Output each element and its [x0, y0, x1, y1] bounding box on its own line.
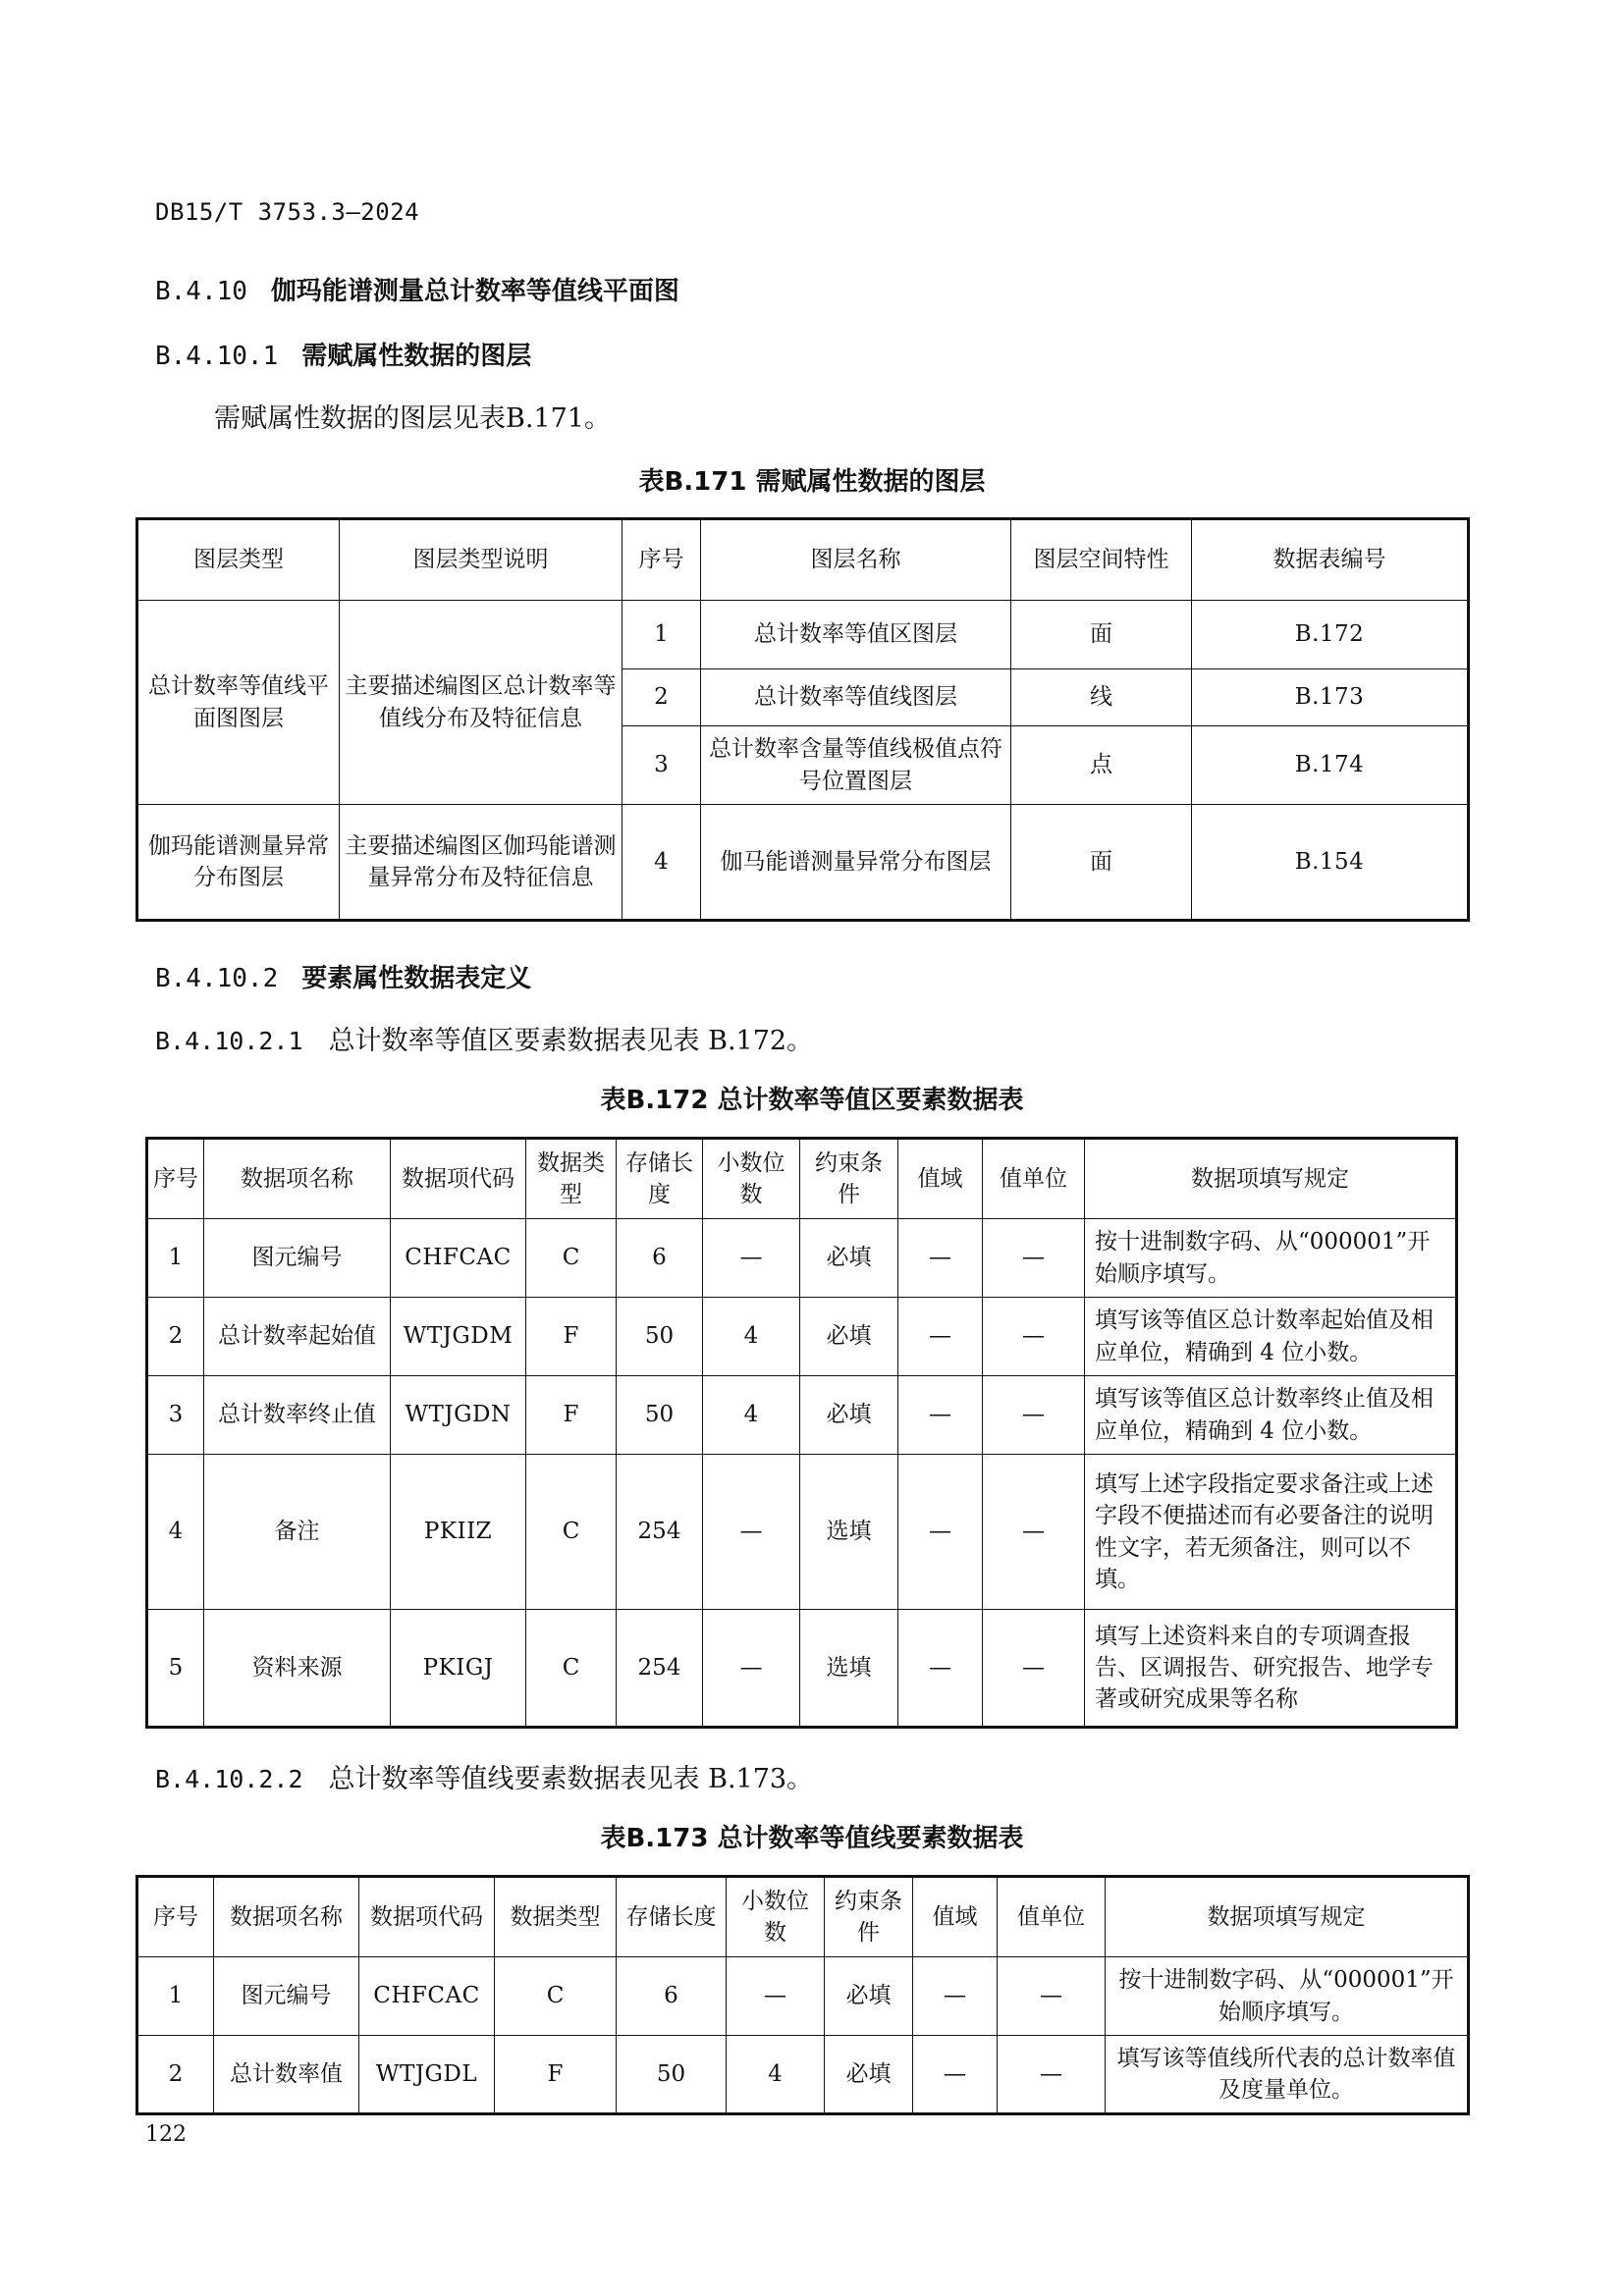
cell-unit: — — [998, 1957, 1106, 2036]
cell-type: F — [495, 2036, 617, 2114]
cell-length: 50 — [617, 2036, 727, 2114]
row-number: 4 — [623, 805, 701, 921]
header-cell: 图层类型 — [137, 519, 340, 601]
cell-constraint: 必填 — [800, 1298, 898, 1376]
cell-no: 2 — [137, 2036, 214, 2114]
cell-rule: 填写该等值区总计数率起始值及相应单位，精确到 4 位小数。 — [1085, 1298, 1457, 1376]
table-ref: B.174 — [1192, 726, 1469, 805]
table-172-caption: 表B.172 总计数率等值区要素数据表 — [600, 1086, 1024, 1115]
table-row — [147, 1455, 1457, 1610]
header-cell: 图层类型说明 — [340, 519, 623, 601]
header-cell: 数据项名称 — [214, 1877, 359, 1957]
cell-constraint: 必填 — [825, 2036, 913, 2114]
header-cell: 约束条件 — [825, 1877, 913, 1957]
section-number: B.4.10.1 — [155, 342, 279, 371]
cell-domain: — — [898, 1455, 983, 1610]
cell-name: 图元编号 — [214, 1957, 359, 2036]
cell-constraint: 必填 — [825, 1957, 913, 2036]
layer-desc-cell: 主要描述编图区总计数率等值线分布及特征信息 — [340, 601, 623, 805]
table-ref: B.172 — [1192, 601, 1469, 669]
header-cell: 值单位 — [983, 1139, 1085, 1219]
paragraph-intro: 需赋属性数据的图层见表B.171。 — [214, 403, 611, 434]
header-cell: 数据表编号 — [1192, 519, 1469, 601]
layer-type-cell: 总计数率等值线平面图图层 — [137, 601, 340, 805]
table-row — [147, 1376, 1457, 1455]
header-cell: 数据类型 — [495, 1877, 617, 1957]
cell-rule: 填写上述字段指定要求备注或上述字段不便描述而有必要备注的说明性文字，若无须备注，则可以不填。 — [1085, 1455, 1457, 1610]
cell-length: 254 — [617, 1455, 703, 1610]
cell-decimals: — — [703, 1610, 800, 1728]
cell-no: 3 — [147, 1376, 204, 1455]
spatial-type: 面 — [1011, 805, 1192, 921]
spatial-type: 线 — [1011, 669, 1192, 726]
section-number: B.4.10.2 — [155, 964, 279, 993]
header-cell: 值单位 — [998, 1877, 1106, 1957]
header-cell: 数据项代码 — [391, 1139, 526, 1219]
cell-unit: — — [983, 1298, 1085, 1376]
header-cell: 数据项填写规定 — [1085, 1139, 1457, 1219]
cell-decimals: — — [727, 1957, 825, 2036]
spatial-type: 点 — [1011, 726, 1192, 805]
header-cell: 图层名称 — [701, 519, 1011, 601]
cell-unit: — — [983, 1219, 1085, 1298]
cell-unit: — — [998, 2036, 1106, 2114]
table-header-row — [137, 1877, 1469, 1957]
header-cell: 值域 — [898, 1139, 983, 1219]
table-173 — [135, 1875, 1470, 2115]
cell-type: F — [526, 1376, 617, 1455]
cell-no: 1 — [137, 1957, 214, 2036]
cell-unit: — — [983, 1610, 1085, 1728]
cell-length: 254 — [617, 1610, 703, 1728]
cell-no: 1 — [147, 1219, 204, 1298]
table-row — [137, 805, 1469, 921]
header-cell: 数据类型 — [526, 1139, 617, 1219]
document-header: DB15/T 3753.3—2024 — [155, 198, 420, 226]
layer-name: 总计数率等值线图层 — [701, 669, 1011, 726]
paragraph-b4-10-2-2 — [155, 1757, 813, 1795]
cell-length: 50 — [617, 1376, 703, 1455]
layer-name: 总计数率含量等值线极值点符号位置图层 — [701, 726, 1011, 805]
cell-unit: — — [983, 1376, 1085, 1455]
cell-rule: 填写上述资料来自的专项调查报告、区调报告、研究报告、地学专著或研究成果等名称 — [1085, 1610, 1457, 1728]
cell-domain: — — [898, 1219, 983, 1298]
cell-domain: — — [913, 1957, 998, 2036]
cell-code: PKIIZ — [391, 1455, 526, 1610]
cell-decimals: — — [703, 1455, 800, 1610]
cell-constraint: 必填 — [800, 1219, 898, 1298]
cell-name: 总计数率终止值 — [204, 1376, 391, 1455]
cell-code: CHFCAC — [359, 1957, 495, 2036]
clause-text: 总计数率等值区要素数据表见表 B.172。 — [328, 1026, 814, 1056]
header-cell: 小数位数 — [727, 1877, 825, 1957]
header-cell: 序号 — [147, 1139, 204, 1219]
cell-name: 总计数率起始值 — [204, 1298, 391, 1376]
table-header-row — [137, 519, 1469, 601]
table-row — [137, 1957, 1469, 2036]
clause-text: 总计数率等值线要素数据表见表 B.173。 — [328, 1764, 814, 1794]
cell-no: 4 — [147, 1455, 204, 1610]
section-title: 伽玛能谱测量总计数率等值线平面图 — [270, 277, 679, 306]
cell-name: 备注 — [204, 1455, 391, 1610]
cell-code: WTJGDL — [359, 2036, 495, 2114]
cell-rule: 填写该等值线所代表的总计数率值及度量单位。 — [1106, 2036, 1469, 2114]
table-171 — [135, 517, 1470, 922]
table-171-caption: 表B.171 需赋属性数据的图层 — [638, 467, 986, 497]
row-number: 1 — [623, 601, 701, 669]
cell-decimals: — — [703, 1219, 800, 1298]
cell-decimals: 4 — [703, 1298, 800, 1376]
section-number: B.4.10 — [155, 277, 247, 306]
cell-name: 资料来源 — [204, 1610, 391, 1728]
table-row — [137, 601, 1469, 669]
cell-constraint: 必填 — [800, 1376, 898, 1455]
cell-rule: 按十进制数字码、从“000001”开始顺序填写。 — [1085, 1219, 1457, 1298]
header-cell: 数据项代码 — [359, 1877, 495, 1957]
paragraph-b4-10-2-1 — [155, 1019, 813, 1057]
header-cell: 小数位数 — [703, 1139, 800, 1219]
cell-length: 6 — [617, 1957, 727, 2036]
section-title: 需赋属性数据的图层 — [301, 342, 532, 371]
cell-unit: — — [983, 1455, 1085, 1610]
cell-rule: 按十进制数字码、从“000001”开始顺序填写。 — [1106, 1957, 1469, 2036]
table-row — [147, 1219, 1457, 1298]
header-cell: 约束条件 — [800, 1139, 898, 1219]
cell-domain: — — [913, 2036, 998, 2114]
row-number: 2 — [623, 669, 701, 726]
cell-code: WTJGDM — [391, 1298, 526, 1376]
layer-type-cell: 伽玛能谱测量异常分布图层 — [137, 805, 340, 921]
cell-domain: — — [898, 1376, 983, 1455]
cell-domain: — — [898, 1610, 983, 1728]
section-heading-b4-10-1 — [155, 336, 531, 372]
cell-code: PKIGJ — [391, 1610, 526, 1728]
header-cell: 存储长度 — [617, 1139, 703, 1219]
cell-type: F — [526, 1298, 617, 1376]
cell-name: 图元编号 — [204, 1219, 391, 1298]
cell-no: 2 — [147, 1298, 204, 1376]
cell-length: 50 — [617, 1298, 703, 1376]
header-cell: 序号 — [137, 1877, 214, 1957]
cell-constraint: 选填 — [800, 1610, 898, 1728]
table-row — [137, 2036, 1469, 2114]
cell-rule: 填写该等值区总计数率终止值及相应单位，精确到 4 位小数。 — [1085, 1376, 1457, 1455]
clause-number: B.4.10.2.1 — [155, 1027, 303, 1055]
row-number: 3 — [623, 726, 701, 805]
spatial-type: 面 — [1011, 601, 1192, 669]
layer-name: 总计数率等值区图层 — [701, 601, 1011, 669]
section-title: 要素属性数据表定义 — [301, 964, 532, 993]
header-cell: 存储长度 — [617, 1877, 727, 1957]
cell-domain: — — [898, 1298, 983, 1376]
cell-constraint: 选填 — [800, 1455, 898, 1610]
cell-length: 6 — [617, 1219, 703, 1298]
cell-code: CHFCAC — [391, 1219, 526, 1298]
table-row — [147, 1610, 1457, 1728]
cell-name: 总计数率值 — [214, 2036, 359, 2114]
layer-name: 伽马能谱测量异常分布图层 — [701, 805, 1011, 921]
cell-decimals: 4 — [727, 2036, 825, 2114]
header-cell: 序号 — [623, 519, 701, 601]
table-ref: B.173 — [1192, 669, 1469, 726]
table-ref: B.154 — [1192, 805, 1469, 921]
header-cell: 数据项填写规定 — [1106, 1877, 1469, 1957]
table-172 — [145, 1137, 1458, 1729]
header-cell: 数据项名称 — [204, 1139, 391, 1219]
clause-number: B.4.10.2.2 — [155, 1765, 303, 1793]
section-heading-b4-10-2 — [155, 958, 531, 994]
table-row — [147, 1298, 1457, 1376]
cell-decimals: 4 — [703, 1376, 800, 1455]
cell-type: C — [526, 1610, 617, 1728]
header-cell: 值域 — [913, 1877, 998, 1957]
section-heading-b4-10 — [155, 271, 679, 307]
cell-type: C — [495, 1957, 617, 2036]
cell-no: 5 — [147, 1610, 204, 1728]
page-number: 122 — [145, 2122, 187, 2147]
header-cell: 图层空间特性 — [1011, 519, 1192, 601]
cell-type: C — [526, 1455, 617, 1610]
cell-type: C — [526, 1219, 617, 1298]
table-header-row — [147, 1139, 1457, 1219]
table-173-caption: 表B.173 总计数率等值线要素数据表 — [600, 1824, 1024, 1853]
layer-desc-cell: 主要描述编图区伽玛能谱测量异常分布及特征信息 — [340, 805, 623, 921]
cell-code: WTJGDN — [391, 1376, 526, 1455]
